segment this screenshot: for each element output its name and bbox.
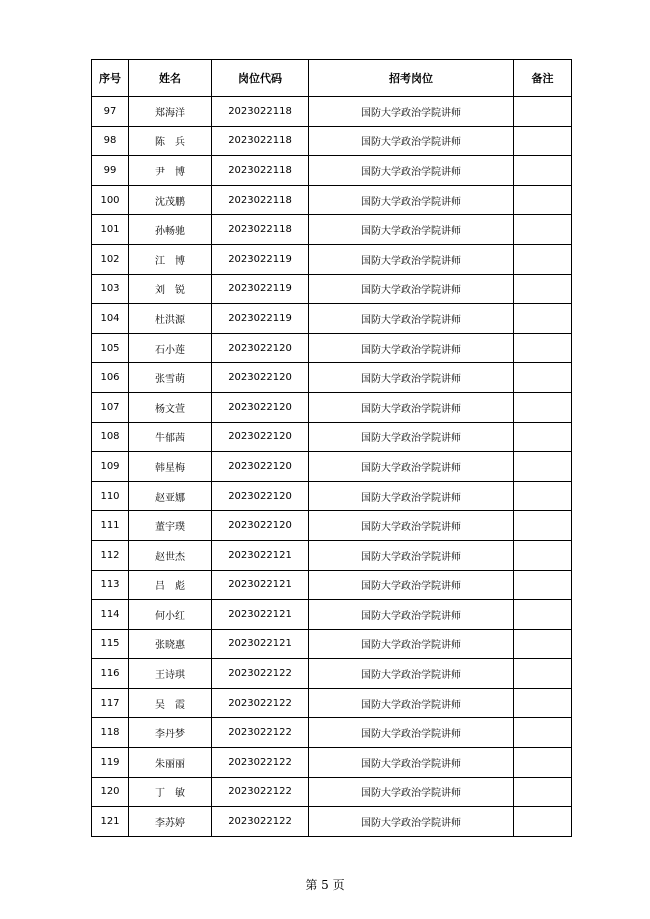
cell-position-code: 2023022120 <box>212 511 309 541</box>
cell-remarks <box>514 629 572 659</box>
cell-name: 李丹梦 <box>129 718 212 748</box>
cell-serial-number: 109 <box>92 452 129 482</box>
cell-position-code: 2023022118 <box>212 185 309 215</box>
cell-position: 国防大学政治学院讲师 <box>309 570 514 600</box>
table-row <box>92 333 572 363</box>
cell-serial-number: 101 <box>92 215 129 245</box>
page-number: 第 5 页 <box>305 878 345 892</box>
table-row <box>92 392 572 422</box>
header-position: 招考岗位 <box>309 60 514 97</box>
header-remarks: 备注 <box>514 60 572 97</box>
cell-name: 何小红 <box>129 600 212 630</box>
cell-serial-number: 98 <box>92 126 129 156</box>
cell-remarks <box>514 452 572 482</box>
table-row <box>92 274 572 304</box>
cell-remarks <box>514 570 572 600</box>
cell-position-code: 2023022122 <box>212 777 309 807</box>
cell-position: 国防大学政治学院讲师 <box>309 629 514 659</box>
header-position-code: 岗位代码 <box>212 60 309 97</box>
table-row <box>92 363 572 393</box>
table-row <box>92 422 572 452</box>
cell-position: 国防大学政治学院讲师 <box>309 659 514 689</box>
cell-remarks <box>514 481 572 511</box>
cell-name: 孙畅驰 <box>129 215 212 245</box>
cell-serial-number: 117 <box>92 688 129 718</box>
cell-serial-number: 110 <box>92 481 129 511</box>
cell-serial-number: 97 <box>92 97 129 127</box>
cell-remarks <box>514 600 572 630</box>
cell-position: 国防大学政治学院讲师 <box>309 777 514 807</box>
cell-remarks <box>514 392 572 422</box>
cell-position: 国防大学政治学院讲师 <box>309 718 514 748</box>
cell-position: 国防大学政治学院讲师 <box>309 392 514 422</box>
cell-name: 丁 敏 <box>129 777 212 807</box>
cell-position-code: 2023022122 <box>212 748 309 778</box>
cell-serial-number: 100 <box>92 185 129 215</box>
table-row <box>92 540 572 570</box>
cell-position-code: 2023022118 <box>212 156 309 186</box>
cell-serial-number: 103 <box>92 274 129 304</box>
cell-position: 国防大学政治学院讲师 <box>309 185 514 215</box>
table-row <box>92 748 572 778</box>
cell-name: 吕 彪 <box>129 570 212 600</box>
cell-serial-number: 102 <box>92 244 129 274</box>
cell-serial-number: 99 <box>92 156 129 186</box>
cell-position: 国防大学政治学院讲师 <box>309 452 514 482</box>
cell-position: 国防大学政治学院讲师 <box>309 422 514 452</box>
cell-serial-number: 107 <box>92 392 129 422</box>
table-row <box>92 600 572 630</box>
cell-remarks <box>514 156 572 186</box>
cell-name: 朱丽丽 <box>129 748 212 778</box>
cell-position-code: 2023022120 <box>212 363 309 393</box>
cell-name: 赵亚娜 <box>129 481 212 511</box>
cell-name: 韩星梅 <box>129 452 212 482</box>
cell-serial-number: 112 <box>92 540 129 570</box>
cell-name: 杜洪源 <box>129 304 212 334</box>
table-row <box>92 97 572 127</box>
cell-name: 李苏婷 <box>129 807 212 837</box>
cell-name: 陈 兵 <box>129 126 212 156</box>
cell-serial-number: 114 <box>92 600 129 630</box>
cell-serial-number: 106 <box>92 363 129 393</box>
cell-remarks <box>514 244 572 274</box>
cell-position-code: 2023022120 <box>212 392 309 422</box>
candidate-table <box>91 59 572 837</box>
cell-position: 国防大学政治学院讲师 <box>309 688 514 718</box>
table-row <box>92 718 572 748</box>
cell-remarks <box>514 185 572 215</box>
cell-position: 国防大学政治学院讲师 <box>309 215 514 245</box>
cell-name: 沈茂鹏 <box>129 185 212 215</box>
cell-position-code: 2023022119 <box>212 274 309 304</box>
cell-position-code: 2023022122 <box>212 807 309 837</box>
cell-position: 国防大学政治学院讲师 <box>309 156 514 186</box>
table-row <box>92 511 572 541</box>
table-row <box>92 570 572 600</box>
table-row <box>92 481 572 511</box>
cell-position: 国防大学政治学院讲师 <box>309 333 514 363</box>
cell-remarks <box>514 333 572 363</box>
cell-name: 牛郁茜 <box>129 422 212 452</box>
table-row <box>92 126 572 156</box>
cell-name: 石小莲 <box>129 333 212 363</box>
cell-remarks <box>514 540 572 570</box>
cell-position: 国防大学政治学院讲师 <box>309 304 514 334</box>
cell-serial-number: 120 <box>92 777 129 807</box>
cell-serial-number: 121 <box>92 807 129 837</box>
cell-position: 国防大学政治学院讲师 <box>309 481 514 511</box>
table-header <box>92 60 572 97</box>
cell-remarks <box>514 777 572 807</box>
cell-remarks <box>514 363 572 393</box>
cell-position-code: 2023022122 <box>212 659 309 689</box>
cell-position: 国防大学政治学院讲师 <box>309 363 514 393</box>
cell-name: 江 博 <box>129 244 212 274</box>
cell-serial-number: 113 <box>92 570 129 600</box>
cell-position-code: 2023022118 <box>212 126 309 156</box>
cell-position-code: 2023022121 <box>212 629 309 659</box>
cell-name: 赵世杰 <box>129 540 212 570</box>
cell-position-code: 2023022121 <box>212 570 309 600</box>
table-row <box>92 156 572 186</box>
table-row <box>92 304 572 334</box>
table-row <box>92 244 572 274</box>
header-name: 姓名 <box>129 60 212 97</box>
cell-serial-number: 118 <box>92 718 129 748</box>
cell-name: 王诗琪 <box>129 659 212 689</box>
cell-serial-number: 111 <box>92 511 129 541</box>
table-row <box>92 659 572 689</box>
cell-serial-number: 115 <box>92 629 129 659</box>
cell-name: 董宇璞 <box>129 511 212 541</box>
cell-position-code: 2023022120 <box>212 452 309 482</box>
cell-position-code: 2023022120 <box>212 333 309 363</box>
cell-name: 尹 博 <box>129 156 212 186</box>
cell-position-code: 2023022118 <box>212 215 309 245</box>
table-header-row <box>92 60 572 97</box>
cell-position-code: 2023022122 <box>212 718 309 748</box>
cell-position: 国防大学政治学院讲师 <box>309 807 514 837</box>
cell-remarks <box>514 718 572 748</box>
cell-name: 吴 霞 <box>129 688 212 718</box>
table-row <box>92 215 572 245</box>
cell-position: 国防大学政治学院讲师 <box>309 600 514 630</box>
cell-position-code: 2023022121 <box>212 600 309 630</box>
cell-serial-number: 105 <box>92 333 129 363</box>
cell-name: 刘 锐 <box>129 274 212 304</box>
cell-name: 郑海洋 <box>129 97 212 127</box>
cell-remarks <box>514 274 572 304</box>
table-body <box>92 97 572 837</box>
cell-position-code: 2023022121 <box>212 540 309 570</box>
cell-remarks <box>514 422 572 452</box>
cell-remarks <box>514 126 572 156</box>
table-row <box>92 452 572 482</box>
cell-remarks <box>514 688 572 718</box>
table-row <box>92 807 572 837</box>
cell-remarks <box>514 215 572 245</box>
cell-position: 国防大学政治学院讲师 <box>309 244 514 274</box>
cell-position-code: 2023022120 <box>212 422 309 452</box>
cell-remarks <box>514 748 572 778</box>
cell-position: 国防大学政治学院讲师 <box>309 748 514 778</box>
table-row <box>92 688 572 718</box>
cell-position-code: 2023022119 <box>212 244 309 274</box>
cell-position-code: 2023022120 <box>212 481 309 511</box>
cell-name: 杨文萱 <box>129 392 212 422</box>
cell-position: 国防大学政治学院讲师 <box>309 274 514 304</box>
table-row <box>92 777 572 807</box>
cell-position: 国防大学政治学院讲师 <box>309 97 514 127</box>
cell-remarks <box>514 807 572 837</box>
cell-name: 张雪萌 <box>129 363 212 393</box>
cell-remarks <box>514 304 572 334</box>
cell-position: 国防大学政治学院讲师 <box>309 126 514 156</box>
cell-position-code: 2023022122 <box>212 688 309 718</box>
cell-remarks <box>514 511 572 541</box>
cell-position-code: 2023022119 <box>212 304 309 334</box>
cell-remarks <box>514 659 572 689</box>
cell-serial-number: 104 <box>92 304 129 334</box>
cell-remarks <box>514 97 572 127</box>
cell-name: 张晓惠 <box>129 629 212 659</box>
header-serial-number: 序号 <box>92 60 129 97</box>
cell-serial-number: 108 <box>92 422 129 452</box>
table-row <box>92 629 572 659</box>
cell-position-code: 2023022118 <box>212 97 309 127</box>
cell-position: 国防大学政治学院讲师 <box>309 511 514 541</box>
cell-serial-number: 119 <box>92 748 129 778</box>
cell-serial-number: 116 <box>92 659 129 689</box>
cell-position: 国防大学政治学院讲师 <box>309 540 514 570</box>
table-row <box>92 185 572 215</box>
